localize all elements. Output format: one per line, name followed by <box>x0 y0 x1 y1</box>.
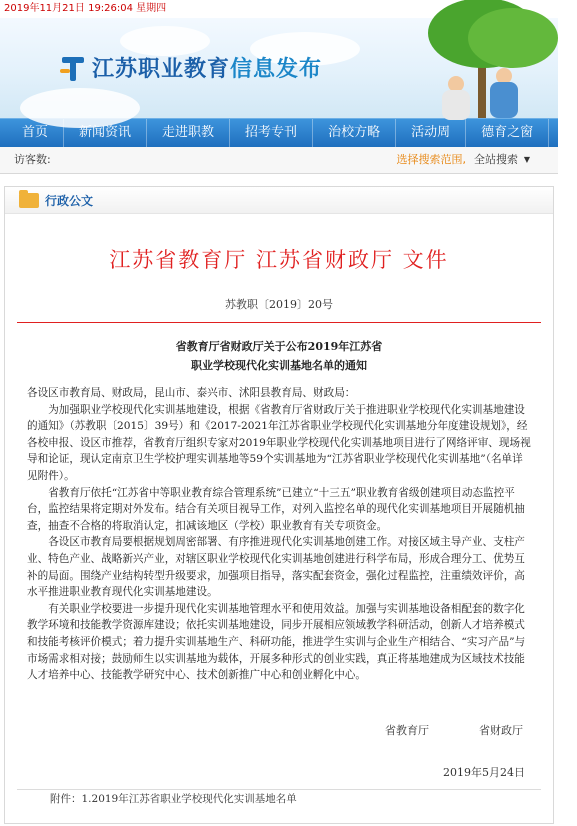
paragraph: 有关职业学校要进一步提升现代化实训基地管理水平和使用效益。加强与实训基地设备相配套的数字化教学环境和技能教学资源库建设；依托实训基地建设，同步开展相应领域教学科研活动，创新人才培养模式和技能考核评价模式；着力提升实训基地生产、科研功能，推进学生实训与企业生产相结合、“实习产品”与市场需求相对接；鼓励师生以实训基地为载体，开展多种形式的创业实践，真正将基地建成为区域技术技能人才培养中心、技能教学研究中心、技术创新推广中心和创业孵化中心。 <box>27 602 526 682</box>
nav-home[interactable]: 首页 <box>0 119 64 147</box>
nav-moral-education[interactable]: 德育之窗 <box>466 119 549 147</box>
datetime-text: 2019年11月21日 19:26:04 星期四 <box>4 3 167 14</box>
header-rule <box>17 322 541 323</box>
search-range-label: 选择搜索范围, <box>396 153 466 166</box>
search-bar <box>0 147 558 174</box>
document-header: 江苏省教育厅 江苏省财政厅 文件 <box>109 248 449 272</box>
nav-admissions[interactable]: 招考专刊 <box>230 119 313 147</box>
signer-education: 省教育厅 <box>385 724 429 737</box>
signers <box>335 722 523 738</box>
attachment-divider <box>17 789 541 790</box>
paragraph: 各设区市教育局要根据规划周密部署、有序推进现代化实训基地创建工作。对接区域主导产业、支柱产业、特色产业、战略新兴产业，对辖区职业学校现代化实训基地创建进行科学布局，形成合理分工、优势互补的局面。围绕产业结构转型升级要求，加强项目指导，落实配套资金，强化过程监控，注重绩效评价，高水平推进职业教育现代化实训基地建设。 <box>27 536 525 599</box>
site-title-main: 江苏职业教育 <box>92 56 231 82</box>
search-scope-select[interactable]: 全站搜索 <box>474 153 518 166</box>
notice-title <box>5 337 553 375</box>
signer-finance: 省财政厅 <box>479 724 523 737</box>
nav-news[interactable]: 新闻资讯 <box>64 119 147 147</box>
nav-about[interactable]: 走进职教 <box>147 119 230 147</box>
site-title <box>92 52 322 83</box>
site-title-sub: 信息发布 <box>230 56 323 82</box>
banner-illustration <box>408 18 558 118</box>
nav-activity-week[interactable]: 活动周 <box>396 119 466 147</box>
salutation: 各设区市教育局、财政局，昆山市、泰兴市、沭阳县教育局、财政局： <box>27 387 356 399</box>
folder-icon <box>19 193 39 208</box>
paragraph: 省教育厅依托“江苏省中等职业教育综合管理系统”已建立“十三五”职业教育省级创建项目动态监控平台，监控结果将定期对外发布。结合有关项目视导工作，对列入监控名单的现代化实训基地项目开展随机抽查，抽查不合格的将取消认定，扣减该地区（学校）职业教育有关专项资金。 <box>27 486 525 532</box>
nav-governance[interactable]: 治校方略 <box>313 119 396 147</box>
section-title[interactable]: 行政公文 <box>45 194 94 208</box>
site-logo[interactable] <box>60 52 322 83</box>
chevron-down-icon[interactable]: ▼ <box>523 155 530 164</box>
article-panel <box>4 186 554 824</box>
paragraph: 为加强职业学校现代化实训基地建设，根据《省教育厅省财政厅关于推进职业学校现代化实训基地建设的通知》（苏教职〔2015〕39号）和《2017-2021年江苏省职业学校现代化实训基地分年度建设规划》，经各校申报、设区市推荐，省教育厅组织专家对2019年职业学校现代化实训基地项目进行了网络评审、现场视导和论证，现认定南京卫生学校护理实训基地等59个实训基地为“江苏省职业学校现代化实训基地”（名单详见附件）。 <box>27 403 531 482</box>
notice-title-line2: 职业学校现代化实训基地名单的通知 <box>191 359 367 372</box>
attachment-link[interactable]: 附件：1.2019年江苏省职业学校现代化实训基地名单 <box>50 793 297 805</box>
document-date: 2019年5月24日 <box>443 766 525 779</box>
site-banner <box>0 18 558 118</box>
notice-title-line1: 省教育厅省财政厅关于公布2019年江苏省 <box>175 340 383 353</box>
logo-icon <box>60 55 86 81</box>
document-body <box>5 385 553 684</box>
nav-more[interactable]: 技 <box>564 125 577 140</box>
section-header <box>5 187 553 214</box>
document-number: 苏教职〔2019〕20号 <box>225 298 333 311</box>
visitor-count-label: 访客数: <box>14 153 51 166</box>
